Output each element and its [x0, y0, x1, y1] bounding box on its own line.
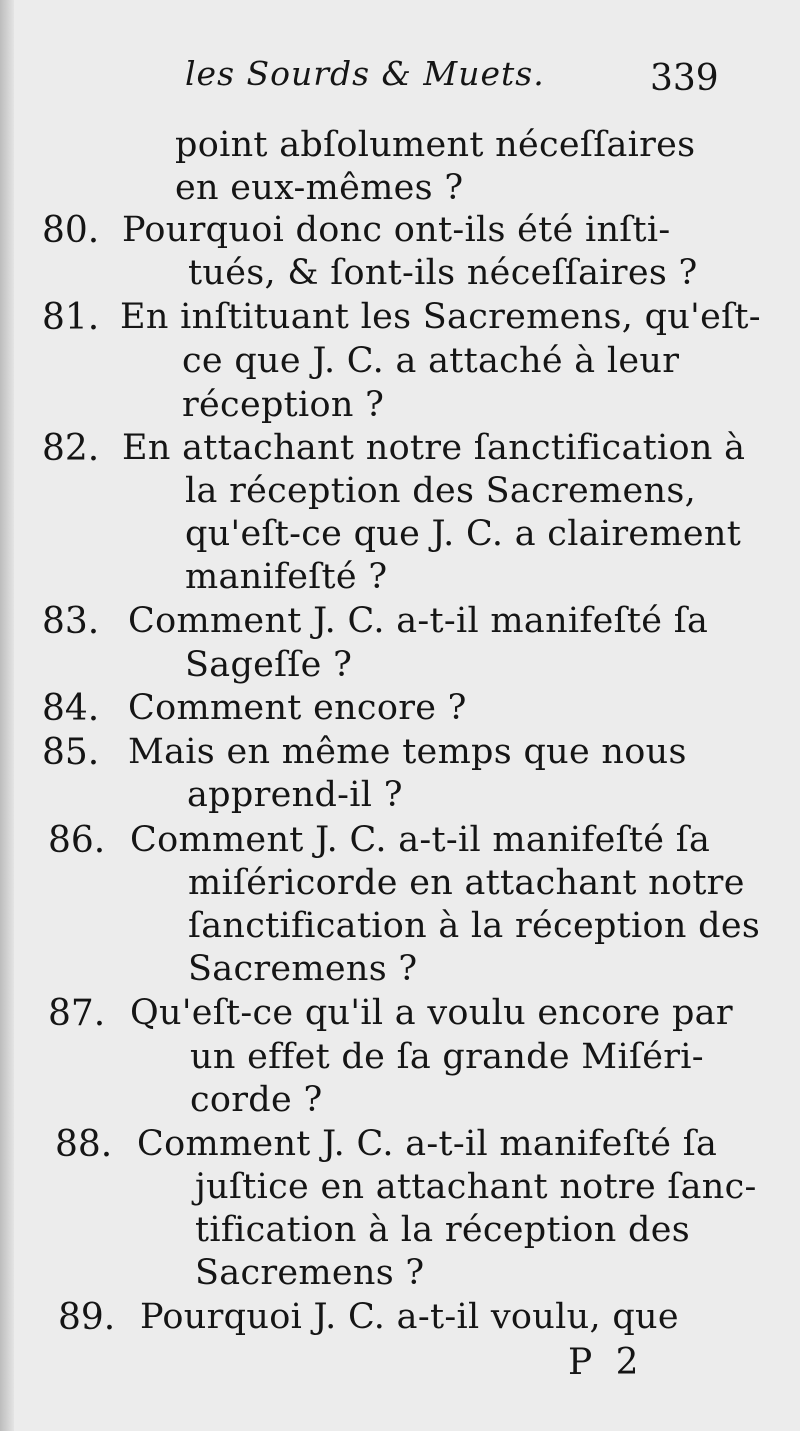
question-number: 84.: [42, 688, 100, 729]
question-line: ce que J. C. a attaché à leur: [182, 341, 680, 381]
question-number: 89.: [58, 1297, 116, 1338]
question-line: Qu'eſt-ce qu'il a voulu encore par: [130, 993, 733, 1033]
question-line: En inſtituant les Sacremens, qu'eſt-: [120, 297, 761, 337]
question-number: 85.: [42, 732, 100, 773]
question-line: Sageſſe ?: [185, 645, 353, 685]
page-gutter: [0, 0, 14, 1431]
question-line: point abſolument néceſſaires: [175, 125, 696, 165]
question-line: apprend-il ?: [187, 775, 403, 815]
question-line: tués, & ſont-ils néceſſaires ?: [188, 253, 698, 293]
question-number: 82.: [42, 428, 100, 469]
question-line: Sacremens ?: [188, 949, 418, 989]
question-number: 81.: [42, 297, 100, 338]
question-line: la réception des Sacremens,: [185, 471, 697, 511]
question-line: en eux-mêmes ?: [175, 168, 464, 208]
question-line: miſéricorde en attachant notre: [188, 863, 745, 903]
question-line: manifeſté ?: [185, 557, 388, 597]
question-line: Pourquoi donc ont-ils été inſti-: [122, 210, 671, 250]
question-line: En attachant notre ſanctification à: [122, 428, 746, 468]
question-line: Mais en même temps que nous: [128, 732, 687, 772]
question-number: 80.: [42, 210, 100, 251]
question-line: tification à la réception des: [195, 1210, 690, 1250]
signature-mark: P 2: [568, 1342, 645, 1383]
question-line: qu'eſt-ce que J. C. a clairement: [185, 514, 742, 554]
question-number: 88.: [55, 1124, 113, 1165]
question-line: ſanctification à la réception des: [188, 906, 761, 946]
question-line: Sacremens ?: [195, 1253, 425, 1293]
question-line: réception ?: [182, 385, 385, 425]
question-number: 87.: [48, 993, 106, 1034]
question-line: Comment J. C. a-t-il manifeſté ſa: [128, 601, 709, 641]
question-number: 86.: [48, 820, 106, 861]
question-line: corde ?: [190, 1080, 323, 1120]
page-number: 339: [650, 58, 719, 99]
question-line: Comment J. C. a-t-il manifeſté ſa: [137, 1124, 718, 1164]
question-line: un effet de ſa grande Miſéri-: [190, 1037, 704, 1077]
question-line: juſtice en attachant notre ſanc-: [195, 1167, 757, 1207]
question-line: Comment encore ?: [128, 688, 467, 728]
question-number: 83.: [42, 601, 100, 642]
question-line: Pourquoi J. C. a-t-il voulu, que: [140, 1297, 679, 1337]
running-head-title: les Sourds & Muets.: [185, 54, 545, 93]
question-line: Comment J. C. a-t-il manifeſté ſa: [130, 820, 711, 860]
